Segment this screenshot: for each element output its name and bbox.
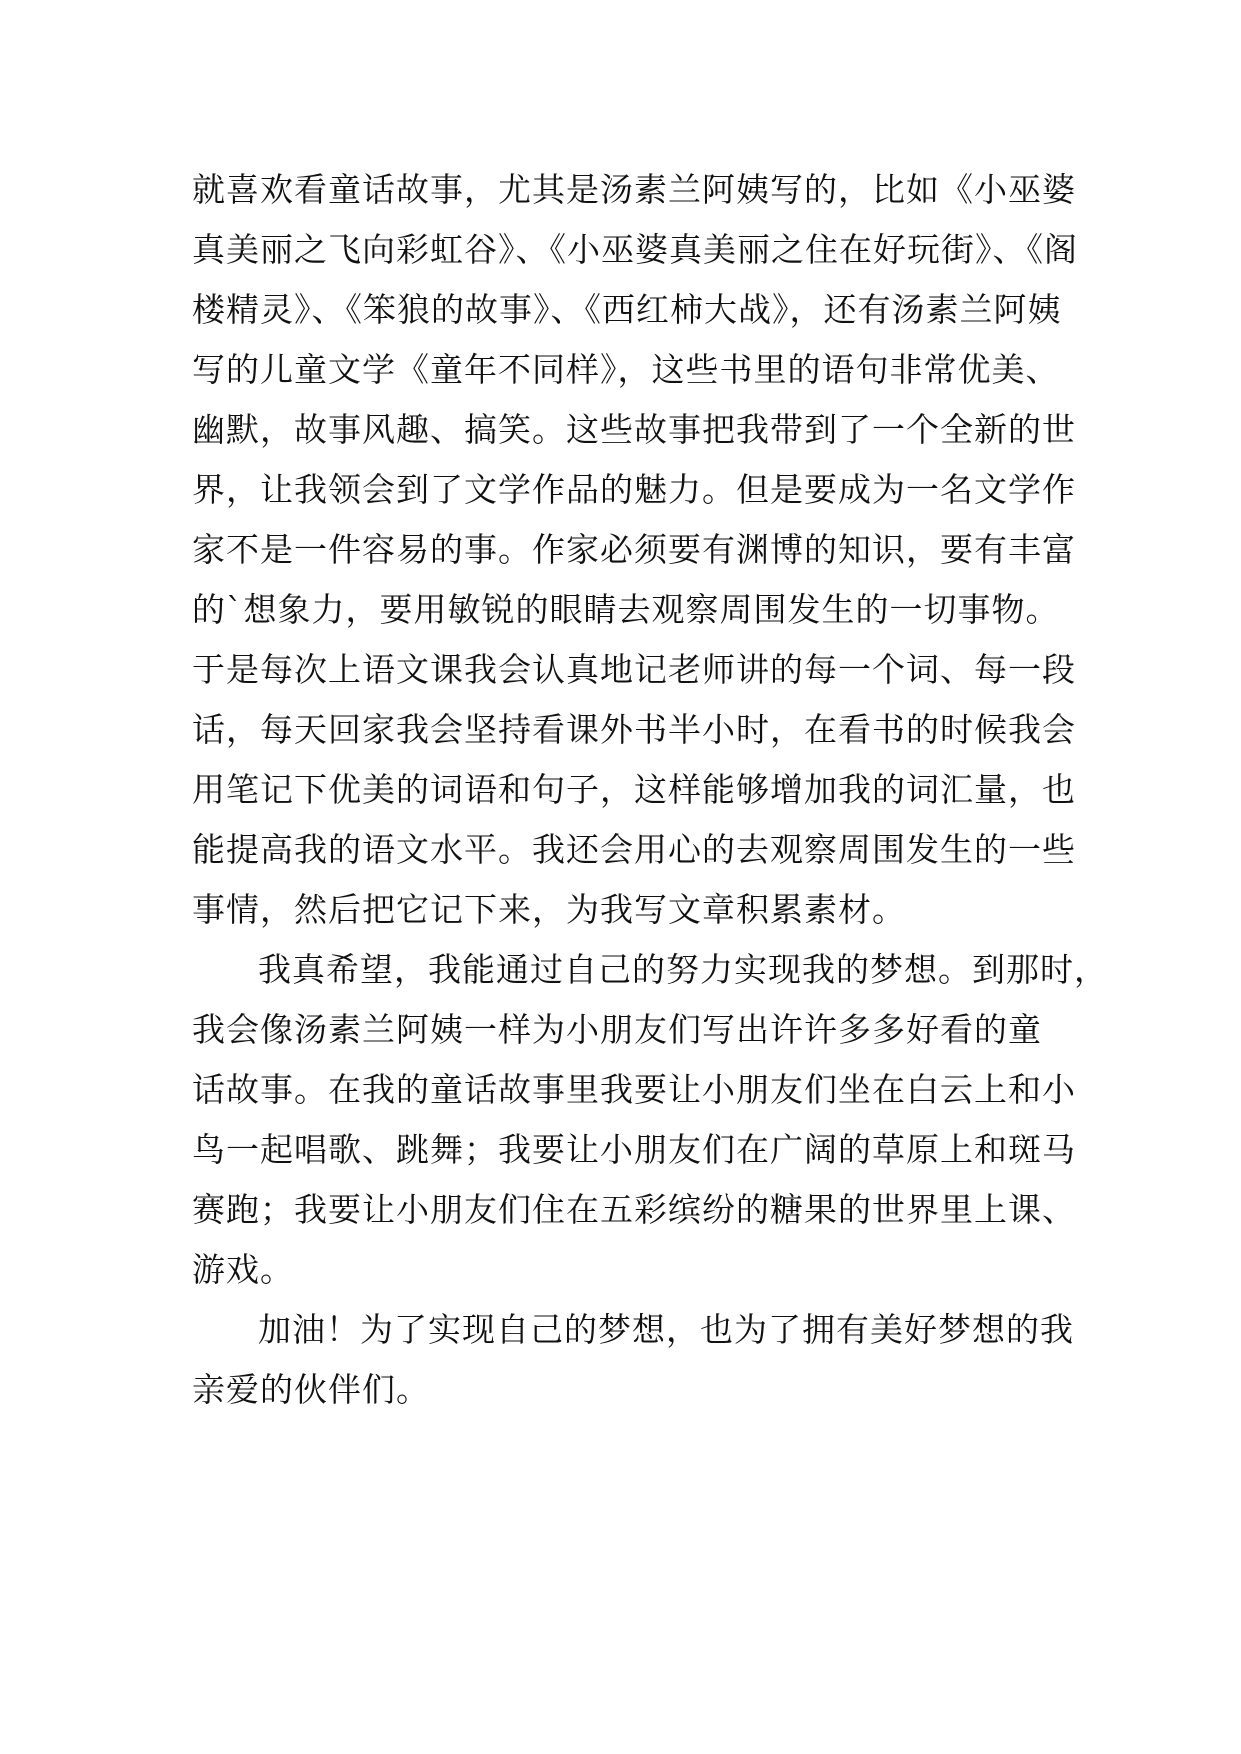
paragraph (192, 940, 1108, 1300)
text-line: 话，每天回家我会坚持看课外书半小时，在看书的时候我会 (192, 710, 1076, 749)
text-line: 于是每次上语文课我会认真地记老师讲的每一个词、每一段 (192, 650, 1076, 689)
text-line: 写的儿童文学《童年不同样》，这些书里的语句非常优美、 (192, 350, 1060, 389)
text-line: 的`想象力，要用敏锐的眼睛去观察周围发生的一切事物。 (192, 590, 1060, 629)
text-line: 家不是一件容易的事。作家必须要有渊博的知识，要有丰富 (192, 530, 1076, 569)
text-line: 就喜欢看童话故事，尤其是汤素兰阿姨写的，比如《小巫婆 (192, 170, 1076, 209)
text-line: 赛跑；我要让小朋友们住在五彩缤纷的糖果的世界里上课、 (192, 1190, 1076, 1229)
text-line: 界，让我领会到了文学作品的魅力。但是要成为一名文学作 (192, 470, 1076, 509)
text-line: 鸟一起唱歌、跳舞；我要让小朋友们在广阔的草原上和斑马 (192, 1130, 1076, 1169)
text-line: 楼精灵》、《笨狼的故事》、《西红柿大战》，还有汤素兰阿姨 (192, 290, 1062, 329)
text-line: 游戏。 (192, 1250, 294, 1289)
text-line: 真美丽之飞向彩虹谷》、《小巫婆真美丽之住在好玩街》、《阁 (192, 230, 1078, 269)
essay-body (192, 160, 1108, 1420)
text-line: 能提高我的语文水平。我还会用心的去观察周围发生的一些 (192, 830, 1076, 869)
paragraph (192, 1300, 1072, 1420)
text-line: 用笔记下优美的词语和句子，这样能够增加我的词汇量，也 (192, 770, 1076, 809)
text-line: 亲爱的伙伴们。 (192, 1370, 430, 1409)
text-line: 我真希望，我能通过自己的努力实现我的梦想。到那时， (258, 950, 1108, 989)
text-line: 加油！为了实现自己的梦想，也为了拥有美好梦想的我 (258, 1310, 1074, 1349)
paragraph (192, 160, 1078, 940)
text-line: 幽默，故事风趣、搞笑。这些故事把我带到了一个全新的世 (192, 410, 1076, 449)
text-line: 我会像汤素兰阿姨一样为小朋友们写出许许多多好看的童 (192, 1010, 1042, 1049)
text-line: 事情，然后把它记下来，为我写文章积累素材。 (192, 890, 906, 929)
text-line: 话故事。在我的童话故事里我要让小朋友们坐在白云上和小 (192, 1070, 1076, 1109)
